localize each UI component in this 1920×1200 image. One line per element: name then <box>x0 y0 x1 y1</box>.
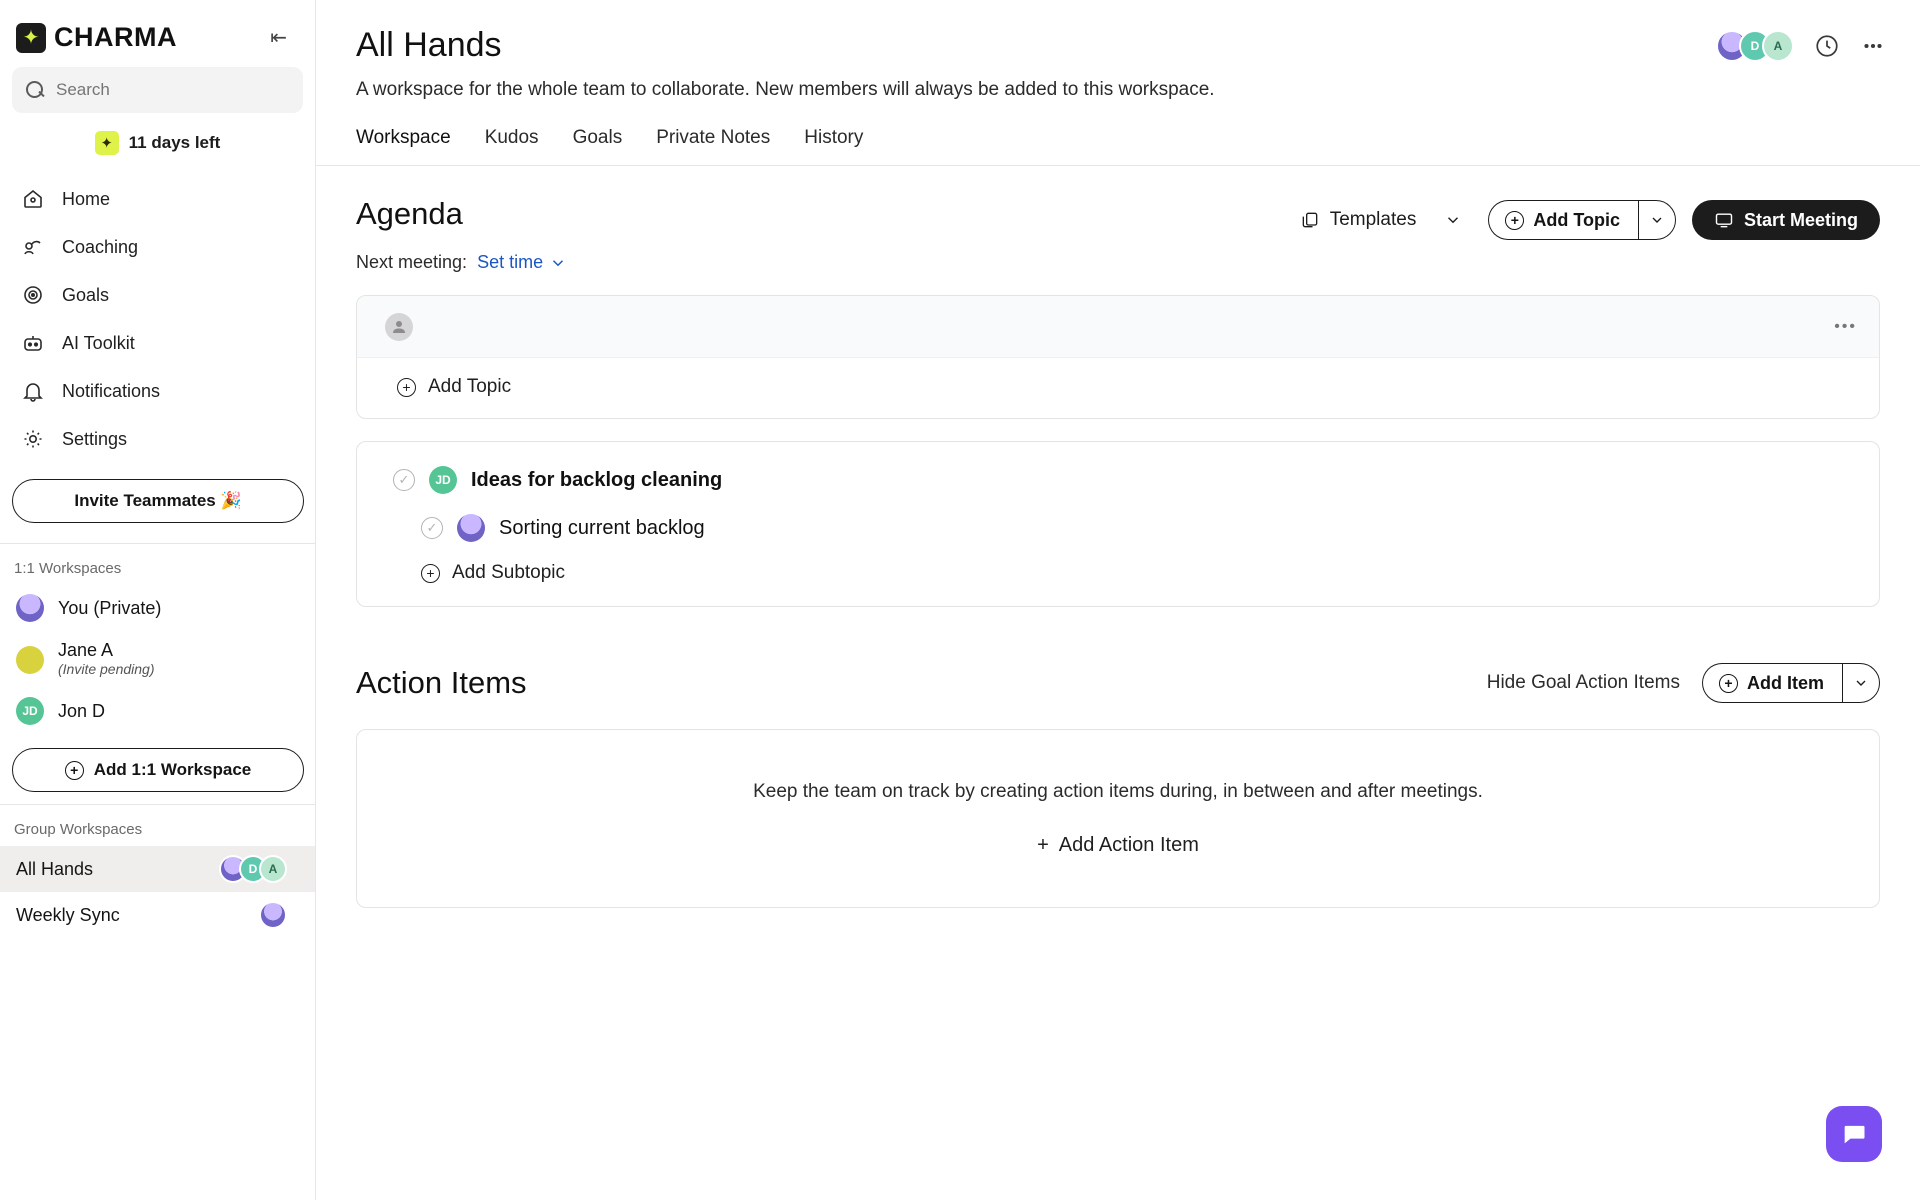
workspace-body <box>316 166 1920 908</box>
topic-title: Ideas for backlog cleaning <box>471 468 723 491</box>
sidebar-item-label: AI Toolkit <box>62 332 135 353</box>
user-icon <box>390 318 408 336</box>
plus-icon: + <box>1505 211 1524 230</box>
home-icon <box>20 186 46 212</box>
avatar: D <box>239 855 267 883</box>
one-on-one-section-label: 1:1 Workspaces <box>14 560 122 577</box>
add-topic-label: Add Topic <box>1533 209 1620 230</box>
page-description: A workspace for the whole team to collaborate. New members will always be added to this workspace. <box>356 79 1215 100</box>
header-actions <box>1716 30 1886 62</box>
next-meeting-row <box>356 252 567 273</box>
add-topic-split-button <box>1488 200 1676 240</box>
avatar: JD <box>16 697 44 725</box>
avatar <box>457 514 485 542</box>
tab-kudos[interactable]: Kudos <box>484 127 539 148</box>
search-icon <box>26 81 44 99</box>
avatar <box>16 646 44 674</box>
add-subtopic-label: Add Subtopic <box>452 562 566 583</box>
set-time-label: Set time <box>477 252 544 272</box>
tab-private-notes[interactable]: Private Notes <box>656 127 771 148</box>
trial-label: 11 days left <box>128 133 221 152</box>
sidebar-item-settings[interactable] <box>0 415 315 463</box>
add-action-item-label: Add Action Item <box>1058 833 1199 856</box>
agenda-draft-card <box>356 295 1880 419</box>
puzzle-icon: ✦ <box>16 23 46 53</box>
brand[interactable] <box>16 22 177 53</box>
templates-button[interactable] <box>1290 203 1473 237</box>
brand-row <box>0 0 315 63</box>
chevron-down-icon <box>1853 675 1869 691</box>
add-subtopic-button[interactable] <box>357 542 1879 606</box>
more-options-icon[interactable]: ••• <box>1834 317 1857 335</box>
agenda-topic-card <box>356 441 1880 607</box>
add-item-label: Add Item <box>1746 672 1824 693</box>
add-item-dropdown-toggle[interactable] <box>1842 663 1880 703</box>
add-workspace-wrap <box>0 734 315 802</box>
sidebar-item-label: Goals <box>62 284 110 305</box>
empty-state-text: Keep the team on track by creating action items during, in between and after meetings. <box>753 781 1483 802</box>
chevron-down-icon <box>1649 212 1665 228</box>
sidebar-item-jane-a[interactable] <box>0 631 315 688</box>
more-options-icon[interactable] <box>1860 33 1886 59</box>
hide-goal-action-items-button[interactable]: Hide Goal Action Items <box>1486 672 1680 693</box>
avatar: A <box>259 855 287 883</box>
sidebar-item-goals[interactable] <box>0 271 315 319</box>
search-input[interactable] <box>56 80 289 100</box>
add-item-split-button <box>1702 663 1880 703</box>
workspace-name: Jane A <box>58 640 114 660</box>
invite-teammates-button[interactable]: Invite Teammates 🎉 <box>12 479 304 523</box>
sidebar-item-weekly-sync[interactable] <box>0 892 315 938</box>
chevron-down-icon <box>549 254 567 272</box>
sidebar-item-label: Notifications <box>62 380 161 401</box>
subtopic-title: Sorting current backlog <box>499 516 705 539</box>
page-title: All Hands <box>356 26 502 64</box>
complete-subtopic-checkbox[interactable]: ✓ <box>421 517 443 539</box>
templates-label: Templates <box>1329 209 1417 230</box>
draft-topic-strip[interactable] <box>357 296 1879 358</box>
add-topic-dropdown-toggle[interactable] <box>1638 200 1676 240</box>
avatar <box>16 594 44 622</box>
add-topic-button[interactable] <box>1488 200 1638 240</box>
add-action-item-button[interactable] <box>1037 834 1199 857</box>
invite-status: (Invite pending) <box>58 661 155 677</box>
trial-status <box>0 113 315 169</box>
plus-glyph-icon: + <box>1037 833 1049 856</box>
gear-icon <box>20 426 46 452</box>
chevron-down-icon <box>1444 211 1462 229</box>
member-avatars <box>267 901 299 929</box>
bell-icon <box>20 378 46 404</box>
group-section-label: Group Workspaces <box>14 821 143 838</box>
sidebar-item-label: Settings <box>62 428 128 449</box>
member-avatars <box>227 855 299 883</box>
tab-history[interactable]: History <box>804 127 864 148</box>
workspace-name: All Hands <box>16 858 94 879</box>
action-items-title: Action Items <box>356 665 527 700</box>
next-meeting-label: Next meeting: <box>356 252 468 272</box>
sidebar-item-jon-d[interactable] <box>0 688 315 734</box>
action-items-header <box>356 663 1880 703</box>
avatar <box>259 901 287 929</box>
plus-icon: + <box>65 761 84 780</box>
primary-nav <box>0 169 315 463</box>
robot-icon <box>20 330 46 356</box>
start-meeting-label: Start Meeting <box>1743 209 1858 230</box>
workspace-member-avatars[interactable] <box>1716 30 1794 62</box>
workspace-name: Jon D <box>58 700 106 721</box>
workspace-header <box>316 0 1920 101</box>
add-item-button[interactable] <box>1702 663 1842 703</box>
search-box[interactable] <box>12 67 303 113</box>
tab-workspace[interactable]: Workspace <box>356 127 451 148</box>
tab-goals[interactable]: Goals <box>572 127 623 148</box>
sidebar-item-you-private[interactable] <box>0 585 315 631</box>
trial-badge-icon: ✦ <box>95 131 119 155</box>
action-items-empty-state <box>356 729 1880 908</box>
plus-icon: + <box>397 378 416 397</box>
sidebar-item-coaching[interactable] <box>0 223 315 271</box>
avatar: A <box>1762 30 1794 62</box>
sidebar-item-all-hands[interactable] <box>0 846 315 892</box>
plus-icon: + <box>1719 674 1738 693</box>
sidebar-item-label: Coaching <box>62 236 139 257</box>
avatar: JD <box>429 466 457 494</box>
workspace-tabs <box>316 101 1920 166</box>
coaching-icon <box>20 234 46 260</box>
add-workspace-label: Add 1:1 Workspace <box>93 760 252 779</box>
avatar: D <box>1739 30 1771 62</box>
copy-icon <box>1300 210 1320 230</box>
topic-row[interactable] <box>357 442 1879 494</box>
set-time-button[interactable] <box>477 252 567 273</box>
avatar <box>385 313 413 341</box>
sidebar-item-ai-toolkit[interactable] <box>0 319 315 367</box>
draft-add-topic-button[interactable] <box>357 358 1879 418</box>
agenda-title: Agenda <box>356 196 463 231</box>
invite-teammates-wrap <box>0 463 315 541</box>
history-clock-icon[interactable] <box>1814 33 1840 59</box>
chat-support-icon[interactable] <box>1826 1106 1882 1162</box>
brand-name: CHARMA <box>54 22 177 52</box>
collapse-sidebar-icon[interactable]: ⇤ <box>270 27 287 49</box>
start-meeting-button[interactable] <box>1692 200 1880 240</box>
subtopic-row[interactable] <box>357 494 1879 542</box>
sidebar-item-notifications[interactable] <box>0 367 315 415</box>
add-1-1-workspace-button[interactable] <box>12 748 304 792</box>
sidebar-item-home[interactable] <box>0 175 315 223</box>
workspace-name: You (Private) <box>58 597 162 618</box>
sidebar <box>0 0 316 1200</box>
target-icon <box>20 282 46 308</box>
agenda-actions <box>1290 196 1880 240</box>
plus-icon: + <box>421 564 440 583</box>
draft-add-topic-label: Add Topic <box>428 376 512 397</box>
sidebar-item-label: Home <box>62 188 111 209</box>
agenda-header <box>356 196 1880 273</box>
complete-topic-checkbox[interactable]: ✓ <box>393 469 415 491</box>
action-items-actions <box>1487 663 1880 703</box>
workspace-name: Weekly Sync <box>16 904 120 925</box>
screen-icon <box>1714 210 1734 230</box>
main-content <box>316 0 1920 1200</box>
